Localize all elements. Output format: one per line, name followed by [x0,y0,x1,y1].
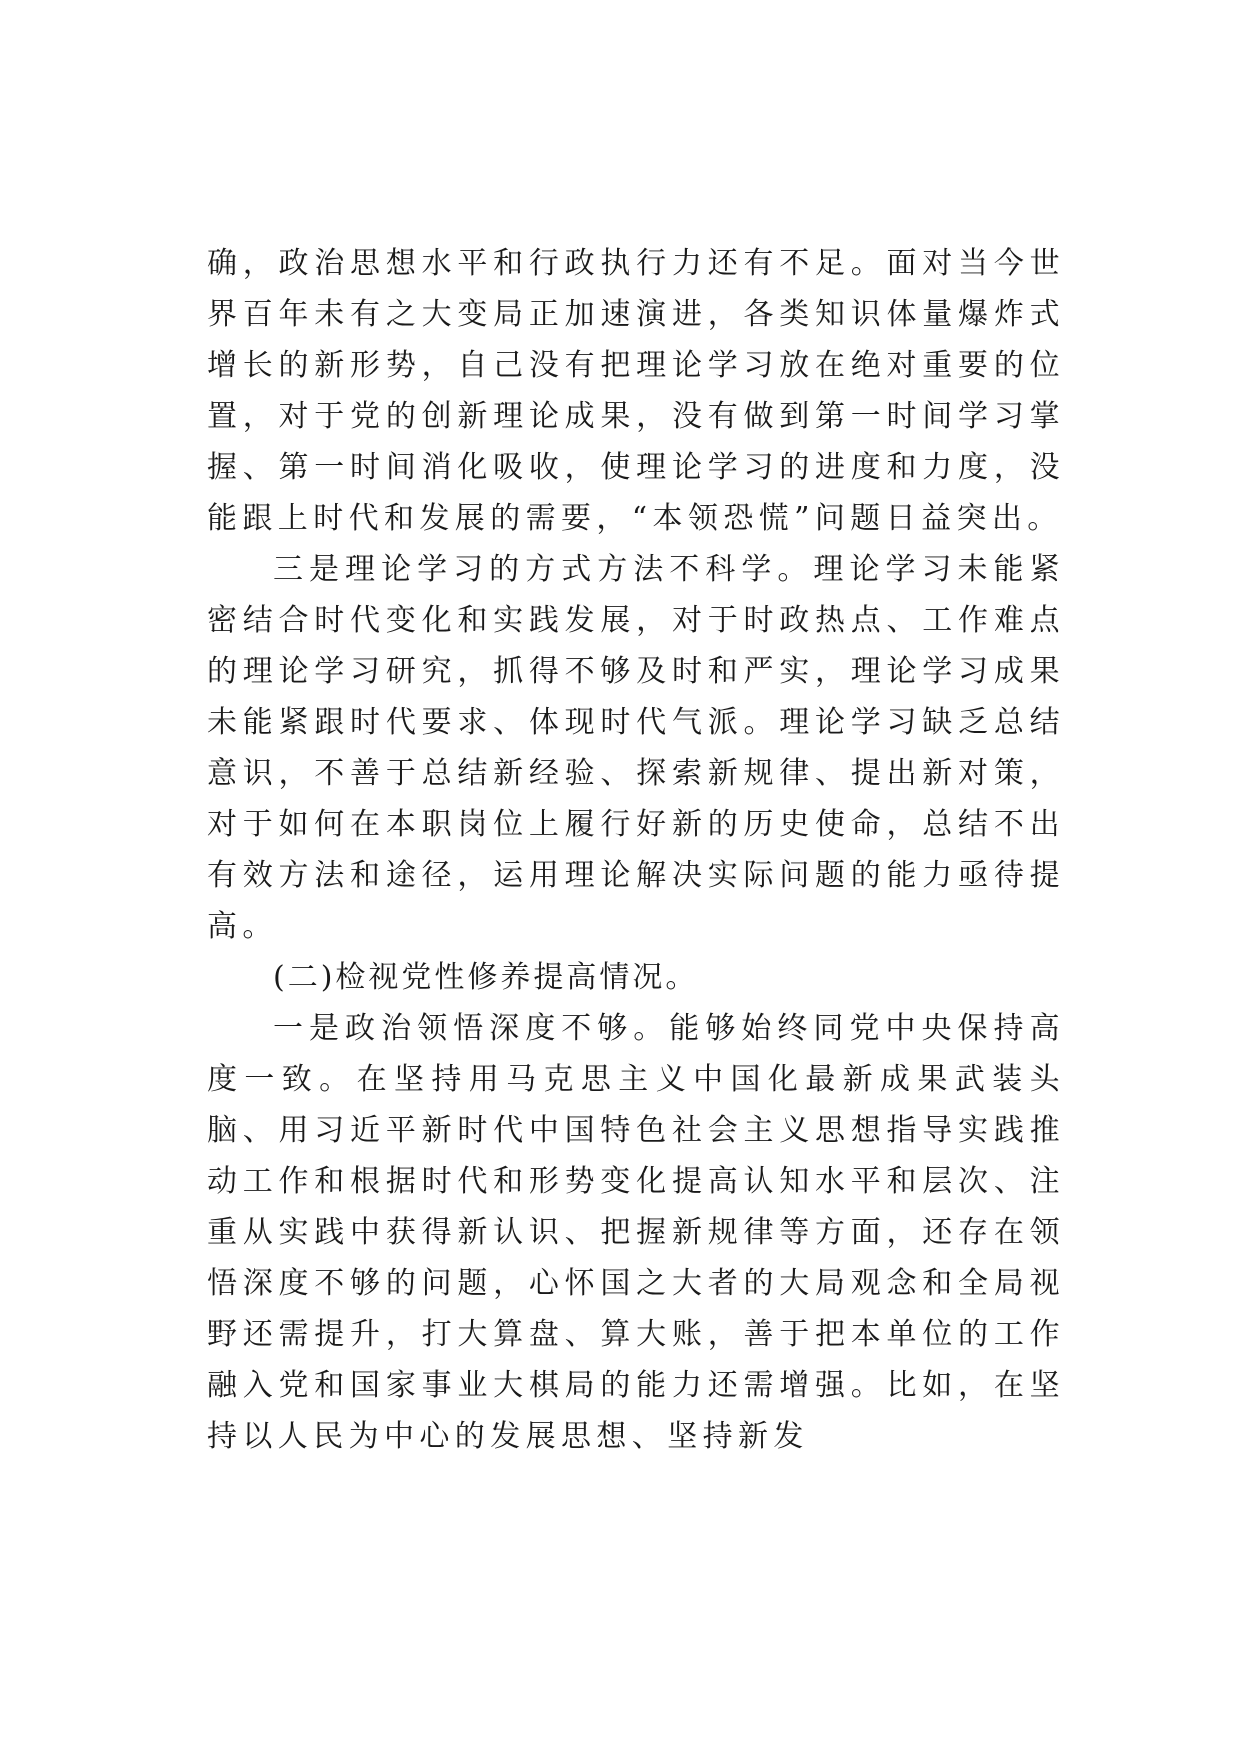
paragraph-theory-study-methods: 三是理论学习的方式方法不科学。理论学习未能紧密结合时代变化和实践发展，对于时政热点、工作难点的理论学习研究，抓得不够及时和严实，理论学习成果未能紧跟时代要求、体现时代气派。理论学习缺乏总结意识，不善于总结新经验、探索新规律、提出新对策，对于如何在本职岗位上履行好新的历史使命，总结不出有效方法和途径，运用理论解决实际问题的能力亟待提高。 [207,552,1065,944]
paragraph-continuation: 确，政治思想水平和行政执行力还有不足。面对当今世界百年未有之大变局正加速演进，各类知识体量爆炸式增长的新形势，自己没有把理论学习放在绝对重要的位置，对于党的创新理论成果，没有做到第一时间学习掌握、第一时间消化吸收，使理论学习的进度和力度，没能跟上时代和发展的需要，“本领恐慌”问题日益突出。 [207,246,1065,536]
document-body [207,238,1065,1462]
paragraph-political-understanding: 一是政治领悟深度不够。能够始终同党中央保持高度一致。在坚持用马克思主义中国化最新成果武装头脑、用习近平新时代中国特色社会主义思想指导实践推动工作和根据时代和形势变化提高认知水平和层次、注重从实践中获得新认识、把握新规律等方面，还存在领悟深度不够的问题，心怀国之大者的大局观念和全局视野还需提升，打大算盘、算大账，善于把本单位的工作融入党和国家事业大棋局的能力还需增强。比如，在坚持以人民为中心的发展思想、坚持新发 [207,1011,1065,1454]
section-heading: (二)检视党性修养提高情况。 [273,960,699,995]
